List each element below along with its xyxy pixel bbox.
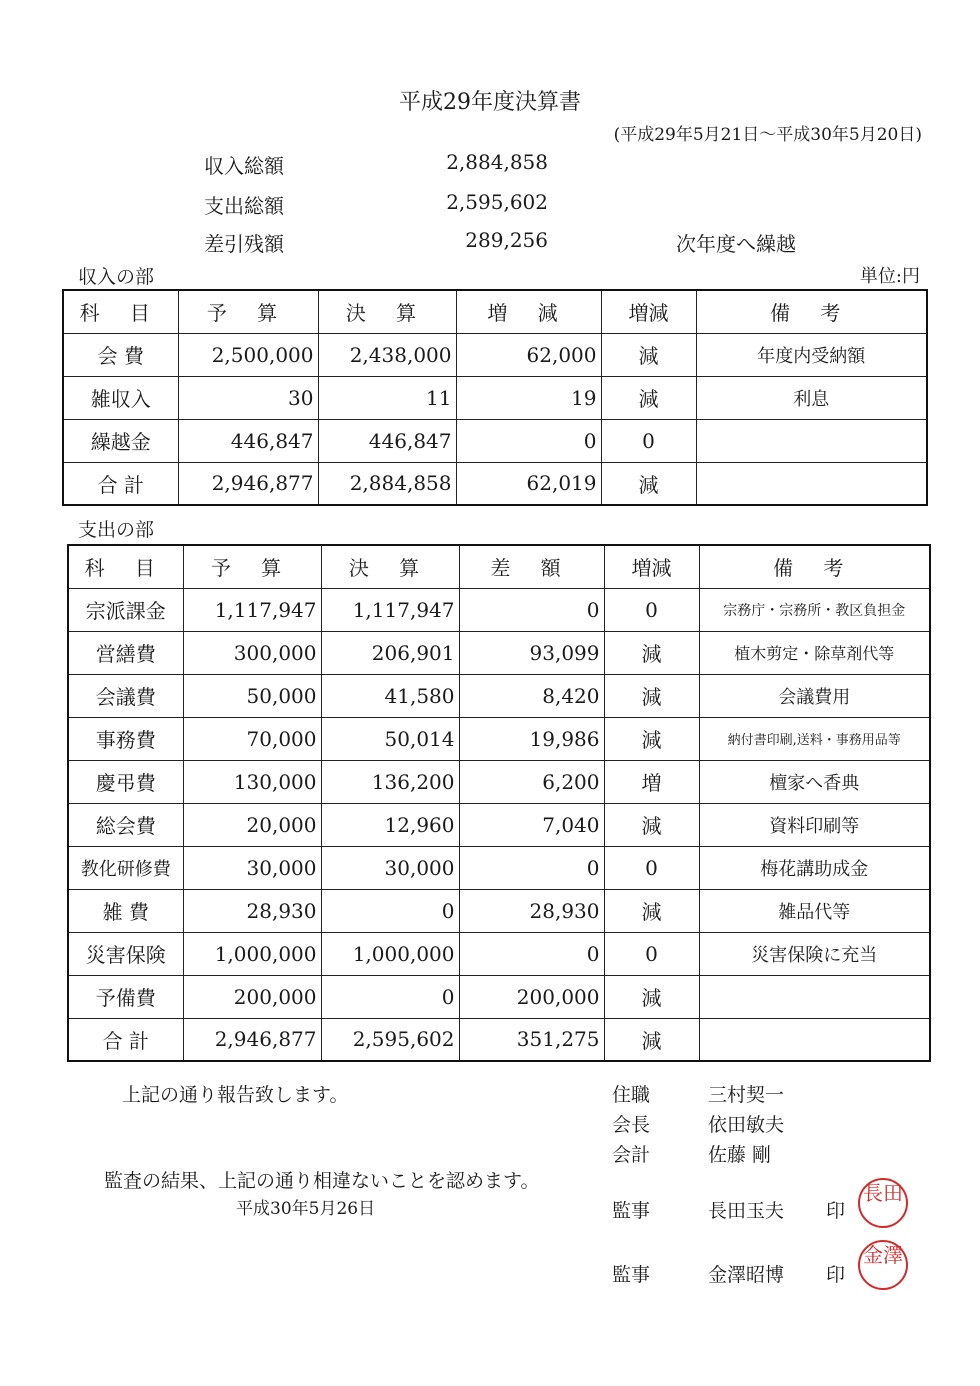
expense-table — [67, 544, 931, 1062]
income-budget: 2,946,877 — [178, 462, 318, 505]
expense-actual: 41,580 — [321, 674, 459, 717]
income-actual: 2,438,000 — [318, 333, 456, 376]
expense-actual: 136,200 — [321, 760, 459, 803]
table-row — [63, 376, 927, 419]
seal-text-1: 長田 — [863, 1181, 903, 1205]
seal-mark-2: 印 — [826, 1264, 846, 1286]
table-row — [68, 846, 930, 889]
expense-direction: 減 — [604, 631, 699, 674]
expense-budget: 70,000 — [183, 717, 321, 760]
expense-budget: 28,930 — [183, 889, 321, 932]
table-row — [68, 932, 930, 975]
expense-remarks: 宗務庁・宗務所・教区負担金 — [699, 588, 930, 631]
role-president: 会長 — [612, 1114, 651, 1136]
expense-actual: 206,901 — [321, 631, 459, 674]
role-auditor-2: 監事 — [612, 1264, 651, 1286]
audit-statement: 監査の結果、上記の通り相違ないことを認めます。 — [104, 1170, 540, 1192]
expense-actual: 30,000 — [321, 846, 459, 889]
expense-item: 予備費 — [68, 975, 183, 1018]
expense-budget: 1,117,947 — [183, 588, 321, 631]
expense-total-row — [68, 1018, 930, 1061]
expense-budget: 30,000 — [183, 846, 321, 889]
expense-difference: 8,420 — [459, 674, 604, 717]
expense-direction: 減 — [604, 803, 699, 846]
income-remarks — [696, 419, 927, 462]
name-auditor-2: 金澤昭博 — [708, 1264, 785, 1286]
income-header-actual: 決 算 — [318, 290, 456, 333]
expense-remarks: 檀家へ香典 — [699, 760, 930, 803]
table-row — [68, 588, 930, 631]
expense-remarks — [699, 975, 930, 1018]
carry-forward-note: 次年度へ繰越 — [676, 232, 796, 256]
expense-actual: 1,000,000 — [321, 932, 459, 975]
income-item: 雑収入 — [63, 376, 178, 419]
expense-remarks: 資料印刷等 — [699, 803, 930, 846]
expense-difference: 7,040 — [459, 803, 604, 846]
expense-difference: 200,000 — [459, 975, 604, 1018]
expense-actual: 0 — [321, 889, 459, 932]
role-treasurer: 会計 — [612, 1144, 651, 1166]
expense-actual: 50,014 — [321, 717, 459, 760]
income-direction: 0 — [601, 419, 696, 462]
audit-date: 平成30年5月26日 — [236, 1199, 376, 1219]
expense-budget: 200,000 — [183, 975, 321, 1018]
expense-header-difference: 差 額 — [459, 545, 604, 588]
expense-budget: 2,946,877 — [183, 1018, 321, 1061]
expense-budget: 130,000 — [183, 760, 321, 803]
expense-difference: 0 — [459, 588, 604, 631]
expense-header-direction: 増減 — [604, 545, 699, 588]
income-budget: 446,847 — [178, 419, 318, 462]
expense-item: 宗派課金 — [68, 588, 183, 631]
expense-difference: 0 — [459, 932, 604, 975]
expense-remarks: 植木剪定・除草剤代等 — [699, 631, 930, 674]
expense-budget: 50,000 — [183, 674, 321, 717]
name-treasurer: 佐藤 剛 — [708, 1144, 772, 1166]
expense-direction: 0 — [604, 846, 699, 889]
name-president: 依田敏夫 — [708, 1114, 785, 1136]
expense-direction: 減 — [604, 975, 699, 1018]
expense-direction: 減 — [604, 1018, 699, 1061]
expense-actual: 1,117,947 — [321, 588, 459, 631]
expense-direction: 減 — [604, 717, 699, 760]
seal-mark-1: 印 — [826, 1200, 846, 1222]
income-direction: 減 — [601, 333, 696, 376]
unit-label: 単位:円 — [859, 266, 920, 287]
name-auditor-1: 長田玉夫 — [708, 1200, 785, 1222]
income-change: 62,019 — [456, 462, 601, 505]
summary-label-balance: 差引残額 — [204, 232, 284, 256]
summary-label-expense: 支出総額 — [204, 194, 284, 218]
expense-direction: 増 — [604, 760, 699, 803]
expense-difference: 19,986 — [459, 717, 604, 760]
income-budget: 2,500,000 — [178, 333, 318, 376]
expense-difference: 6,200 — [459, 760, 604, 803]
expense-header-row — [68, 545, 930, 588]
table-row — [68, 717, 930, 760]
income-actual: 446,847 — [318, 419, 456, 462]
table-row — [68, 674, 930, 717]
expense-header-remarks: 備 考 — [699, 545, 930, 588]
report-statement: 上記の通り報告致します。 — [122, 1084, 349, 1106]
expense-remarks: 災害保険に充当 — [699, 932, 930, 975]
expense-direction: 0 — [604, 932, 699, 975]
expense-item: 会議費 — [68, 674, 183, 717]
summary-label-income: 収入総額 — [204, 154, 284, 178]
expense-item: 営繕費 — [68, 631, 183, 674]
expense-budget: 300,000 — [183, 631, 321, 674]
table-row — [68, 803, 930, 846]
income-header-change: 増 減 — [456, 290, 601, 333]
expense-actual: 0 — [321, 975, 459, 1018]
income-item: 繰越金 — [63, 419, 178, 462]
income-remarks: 利息 — [696, 376, 927, 419]
income-budget: 30 — [178, 376, 318, 419]
income-direction: 減 — [601, 462, 696, 505]
expense-remarks: 納付書印刷,送料・事務用品等 — [699, 717, 930, 760]
expense-item: 合 計 — [68, 1018, 183, 1061]
income-remarks — [696, 462, 927, 505]
expense-actual: 2,595,602 — [321, 1018, 459, 1061]
income-remarks: 年度内受納額 — [696, 333, 927, 376]
expense-direction: 減 — [604, 889, 699, 932]
expense-difference: 0 — [459, 846, 604, 889]
table-row — [68, 760, 930, 803]
expense-remarks — [699, 1018, 930, 1061]
income-change: 0 — [456, 419, 601, 462]
expense-item: 総会費 — [68, 803, 183, 846]
seal-stamp-kanazawa — [858, 1240, 908, 1290]
table-row — [68, 975, 930, 1018]
expense-actual: 12,960 — [321, 803, 459, 846]
expense-header-budget: 予 算 — [183, 545, 321, 588]
income-item: 会 費 — [63, 333, 178, 376]
expense-difference: 28,930 — [459, 889, 604, 932]
expense-budget: 1,000,000 — [183, 932, 321, 975]
expense-header-actual: 決 算 — [321, 545, 459, 588]
expense-item: 事務費 — [68, 717, 183, 760]
income-actual: 11 — [318, 376, 456, 419]
seal-stamp-nagata — [858, 1178, 908, 1228]
table-row — [63, 419, 927, 462]
role-chief-priest: 住職 — [612, 1084, 651, 1106]
income-section-title: 収入の部 — [78, 266, 155, 288]
summary-value-balance: 289,256 — [465, 228, 548, 252]
income-direction: 減 — [601, 376, 696, 419]
fiscal-period: (平成29年5月21日～平成30年5月20日) — [613, 125, 922, 145]
expense-item: 雑 費 — [68, 889, 183, 932]
income-change: 62,000 — [456, 333, 601, 376]
table-row — [63, 333, 927, 376]
expense-remarks: 梅花講助成金 — [699, 846, 930, 889]
income-total-row — [63, 462, 927, 505]
income-header-remarks: 備 考 — [696, 290, 927, 333]
income-actual: 2,884,858 — [318, 462, 456, 505]
expense-difference: 93,099 — [459, 631, 604, 674]
expense-remarks: 雑品代等 — [699, 889, 930, 932]
expense-item: 災害保険 — [68, 932, 183, 975]
seal-text-2: 金澤 — [863, 1243, 903, 1267]
expense-item: 教化研修費 — [68, 846, 183, 889]
expense-item: 慶弔費 — [68, 760, 183, 803]
income-header-item: 科 目 — [63, 290, 178, 333]
table-row — [68, 889, 930, 932]
expense-direction: 減 — [604, 674, 699, 717]
document-title: 平成29年度決算書 — [399, 90, 581, 115]
expense-direction: 0 — [604, 588, 699, 631]
expense-difference: 351,275 — [459, 1018, 604, 1061]
income-change: 19 — [456, 376, 601, 419]
expense-section-title: 支出の部 — [78, 519, 155, 541]
expense-header-item: 科 目 — [68, 545, 183, 588]
expense-remarks: 会議費用 — [699, 674, 930, 717]
summary-value-income: 2,884,858 — [446, 150, 548, 174]
income-header-row — [63, 290, 927, 333]
expense-budget: 20,000 — [183, 803, 321, 846]
table-row — [68, 631, 930, 674]
role-auditor-1: 監事 — [612, 1200, 651, 1222]
summary-value-expense: 2,595,602 — [446, 190, 548, 214]
income-item: 合 計 — [63, 462, 178, 505]
income-header-budget: 予 算 — [178, 290, 318, 333]
income-header-direction: 増減 — [601, 290, 696, 333]
name-chief-priest: 三村契一 — [708, 1084, 785, 1106]
income-table — [62, 289, 928, 506]
